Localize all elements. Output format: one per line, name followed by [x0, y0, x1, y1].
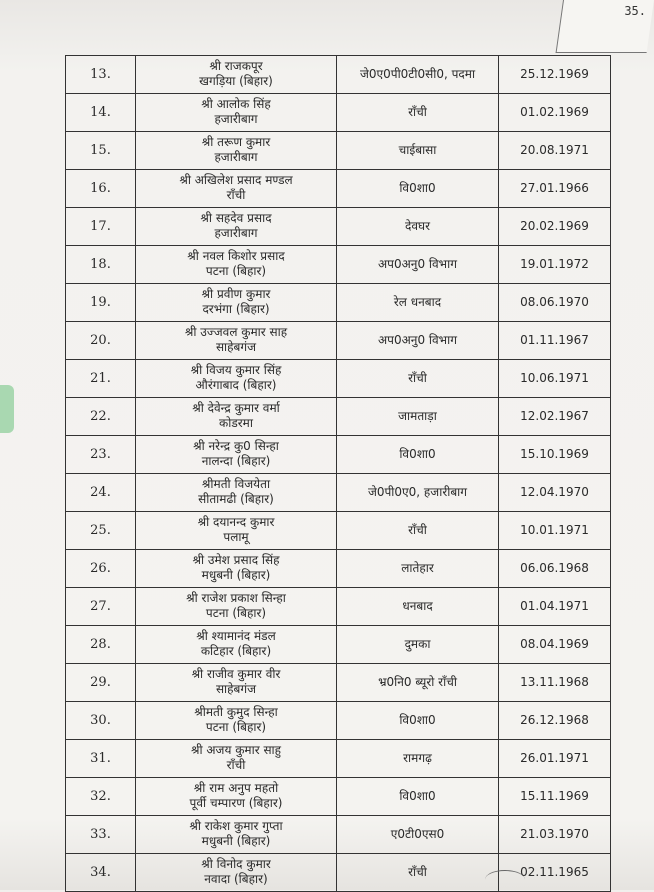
table-row — [66, 474, 610, 512]
date-cell: 01.11.1967 — [520, 333, 589, 348]
name-cell — [136, 550, 337, 587]
posting-cell: राँची — [337, 854, 499, 891]
table-row — [66, 512, 610, 550]
name-cell — [136, 132, 337, 169]
serial-number-cell: 26. — [66, 550, 136, 587]
serial-number-cell: 29. — [66, 664, 136, 701]
side-tab — [0, 385, 14, 433]
officer-name: श्री राजकपूर — [209, 59, 263, 74]
table-row — [66, 246, 610, 284]
name-cell — [136, 588, 337, 625]
officer-name: श्री अखिलेश प्रसाद मण्डल — [179, 173, 293, 188]
serial-number-cell: 16. — [66, 170, 136, 207]
table-row — [66, 816, 610, 854]
posting-cell: रामगढ़ — [337, 740, 499, 777]
name-cell — [136, 436, 337, 473]
date-cell: 15.10.1969 — [520, 447, 589, 462]
date-cell: 08.06.1970 — [520, 295, 589, 310]
posting-cell: जे0ए0पी0टी0सी0, पदमा — [337, 56, 499, 93]
table-row — [66, 550, 610, 588]
name-cell — [136, 740, 337, 777]
date-cell: 12.02.1967 — [520, 409, 589, 424]
name-cell — [136, 854, 337, 891]
officer-name: श्री प्रवीण कुमार — [201, 287, 271, 302]
name-cell — [136, 170, 337, 207]
date-cell: 20.08.1971 — [520, 143, 589, 158]
posting-cell: लातेहार — [337, 550, 499, 587]
posting-cell: राँची — [337, 360, 499, 397]
officer-district: औरंगाबाद (बिहार) — [195, 377, 277, 392]
officer-district: हजारीबाग — [214, 149, 258, 164]
serial-number-cell: 30. — [66, 702, 136, 739]
posting-cell: ए0टी0एस0 — [337, 816, 499, 853]
officer-name: श्री राम अनुप महतो — [193, 781, 279, 796]
name-cell — [136, 56, 337, 93]
officer-district: सीतामढी (बिहार) — [198, 491, 274, 506]
officer-list-table — [65, 55, 611, 892]
serial-number-cell: 17. — [66, 208, 136, 245]
date-cell: 15.11.1969 — [520, 789, 589, 804]
posting-cell: अप0अनु0 विभाग — [337, 322, 499, 359]
date-cell: 01.04.1971 — [520, 599, 589, 614]
officer-name: श्री सहदेव प्रसाद — [200, 211, 272, 226]
name-cell — [136, 360, 337, 397]
serial-number-cell: 19. — [66, 284, 136, 321]
serial-number-cell: 22. — [66, 398, 136, 435]
date-cell: 20.02.1969 — [520, 219, 589, 234]
name-cell — [136, 626, 337, 663]
officer-district: मधुबनी (बिहार) — [201, 567, 271, 582]
serial-number-cell: 23. — [66, 436, 136, 473]
officer-name: श्री राकेश कुमार गुप्ता — [189, 819, 283, 834]
officer-district: साहेबगंज — [215, 339, 257, 354]
officer-district: पटना (बिहार) — [205, 263, 267, 278]
officer-name: श्री दयानन्द कुमार — [197, 515, 275, 530]
date-cell: 02.11.1965 — [520, 865, 589, 880]
date-cell: 12.04.1970 — [520, 485, 589, 500]
posting-cell: वि0शा0 — [337, 170, 499, 207]
officer-district: पटना (बिहार) — [205, 719, 267, 734]
posting-cell: दुमका — [337, 626, 499, 663]
posting-cell: अप0अनु0 विभाग — [337, 246, 499, 283]
serial-number-cell: 28. — [66, 626, 136, 663]
name-cell — [136, 94, 337, 131]
officer-name: श्री विनोद कुमार — [201, 857, 271, 872]
date-cell: 25.12.1969 — [520, 67, 589, 82]
officer-district: पलामू — [223, 529, 249, 544]
date-cell: 26.12.1968 — [520, 713, 589, 728]
serial-number-cell: 25. — [66, 512, 136, 549]
posting-cell: वि0शा0 — [337, 436, 499, 473]
date-cell: 10.01.1971 — [520, 523, 589, 538]
name-cell — [136, 246, 337, 283]
date-cell: 26.01.1971 — [520, 751, 589, 766]
posting-cell: धनबाद — [337, 588, 499, 625]
name-cell — [136, 512, 337, 549]
date-cell: 08.04.1969 — [520, 637, 589, 652]
officer-district: पूर्वी चम्पारण (बिहार) — [189, 795, 283, 810]
posting-cell: देवघर — [337, 208, 499, 245]
table-row — [66, 360, 610, 398]
date-cell: 21.03.1970 — [520, 827, 589, 842]
posting-cell: वि0शा0 — [337, 702, 499, 739]
name-cell — [136, 816, 337, 853]
posting-cell: वि0शा0 — [337, 778, 499, 815]
serial-number-cell: 14. — [66, 94, 136, 131]
table-row — [66, 56, 610, 94]
posting-cell: जामताड़ा — [337, 398, 499, 435]
officer-district: मधुबनी (बिहार) — [201, 833, 271, 848]
officer-name: श्री श्यामानंद मंडल — [196, 629, 276, 644]
pen-mark — [485, 870, 525, 889]
name-cell — [136, 702, 337, 739]
officer-district: हजारीबाग — [214, 111, 258, 126]
table-row — [66, 740, 610, 778]
name-cell — [136, 284, 337, 321]
serial-number-cell: 31. — [66, 740, 136, 777]
date-cell: 13.11.1968 — [520, 675, 589, 690]
serial-number-cell: 33. — [66, 816, 136, 853]
table-row — [66, 398, 610, 436]
officer-name: श्री राजीव कुमार वीर — [191, 667, 281, 682]
officer-name: श्री उज्जवल कुमार साह — [184, 325, 288, 340]
table-row — [66, 778, 610, 816]
posting-cell: भ्र0नि0 ब्यूरो राँची — [337, 664, 499, 701]
posting-cell: राँची — [337, 94, 499, 131]
name-cell — [136, 398, 337, 435]
officer-district: दरभंगा (बिहार) — [202, 301, 270, 316]
name-cell — [136, 778, 337, 815]
corner-page-number: 35. — [624, 4, 646, 18]
officer-name: श्री नवल किशोर प्रसाद — [187, 249, 285, 264]
officer-name: श्री उमेश प्रसाद सिंह — [192, 553, 280, 568]
serial-number-cell: 21. — [66, 360, 136, 397]
serial-number-cell: 27. — [66, 588, 136, 625]
officer-district: राँची — [226, 757, 246, 772]
serial-number-cell: 15. — [66, 132, 136, 169]
posting-cell: चाईबासा — [337, 132, 499, 169]
officer-name: श्री देवेन्द्र कुमार वर्मा — [192, 401, 280, 416]
officer-name: श्रीमती कुमुद सिन्हा — [194, 705, 278, 720]
table-row — [66, 208, 610, 246]
officer-district: खगड़िया (बिहार) — [199, 73, 273, 88]
officer-name: श्री राजेश प्रकाश सिन्हा — [186, 591, 286, 606]
date-cell: 19.01.1972 — [520, 257, 589, 272]
table-row — [66, 94, 610, 132]
posting-cell: रेल धनबाद — [337, 284, 499, 321]
table-row — [66, 436, 610, 474]
officer-name: श्री आलोक सिंह — [201, 97, 271, 112]
name-cell — [136, 322, 337, 359]
officer-district: कोडरमा — [219, 415, 253, 430]
officer-name: श्री अजय कुमार साहु — [190, 743, 282, 758]
table-row — [66, 702, 610, 740]
table-row — [66, 322, 610, 360]
officer-district: साहेबगंज — [215, 681, 257, 696]
posting-cell: जे0पी0ए0, हजारीबाग — [337, 474, 499, 511]
officer-name: श्रीमती विजयेता — [201, 477, 271, 492]
serial-number-cell: 32. — [66, 778, 136, 815]
officer-name: श्री विजय कुमार सिंह — [190, 363, 282, 378]
officer-district: नालन्दा (बिहार) — [201, 453, 271, 468]
officer-district: नवादा (बिहार) — [204, 871, 268, 886]
table-row — [66, 132, 610, 170]
serial-number-cell: 13. — [66, 56, 136, 93]
posting-cell: राँची — [337, 512, 499, 549]
officer-district: पटना (बिहार) — [205, 605, 267, 620]
date-cell: 10.06.1971 — [520, 371, 589, 386]
serial-number-cell: 24. — [66, 474, 136, 511]
officer-name: श्री तरूण कुमार — [201, 135, 271, 150]
date-cell: 27.01.1966 — [520, 181, 589, 196]
name-cell — [136, 664, 337, 701]
serial-number-cell: 18. — [66, 246, 136, 283]
officer-name: श्री नरेन्द्र कु0 सिन्हा — [193, 439, 279, 454]
officer-district: हजारीबाग — [214, 225, 258, 240]
table-row — [66, 626, 610, 664]
officer-district: राँची — [226, 187, 246, 202]
name-cell — [136, 474, 337, 511]
date-cell: 06.06.1968 — [520, 561, 589, 576]
officer-district: कटिहार (बिहार) — [200, 643, 272, 658]
table-row — [66, 588, 610, 626]
table-row — [66, 170, 610, 208]
name-cell — [136, 208, 337, 245]
table-row — [66, 854, 610, 892]
table-row — [66, 284, 610, 322]
date-cell: 01.02.1969 — [520, 105, 589, 120]
serial-number-cell: 20. — [66, 322, 136, 359]
serial-number-cell: 34. — [66, 854, 136, 891]
table-row — [66, 664, 610, 702]
